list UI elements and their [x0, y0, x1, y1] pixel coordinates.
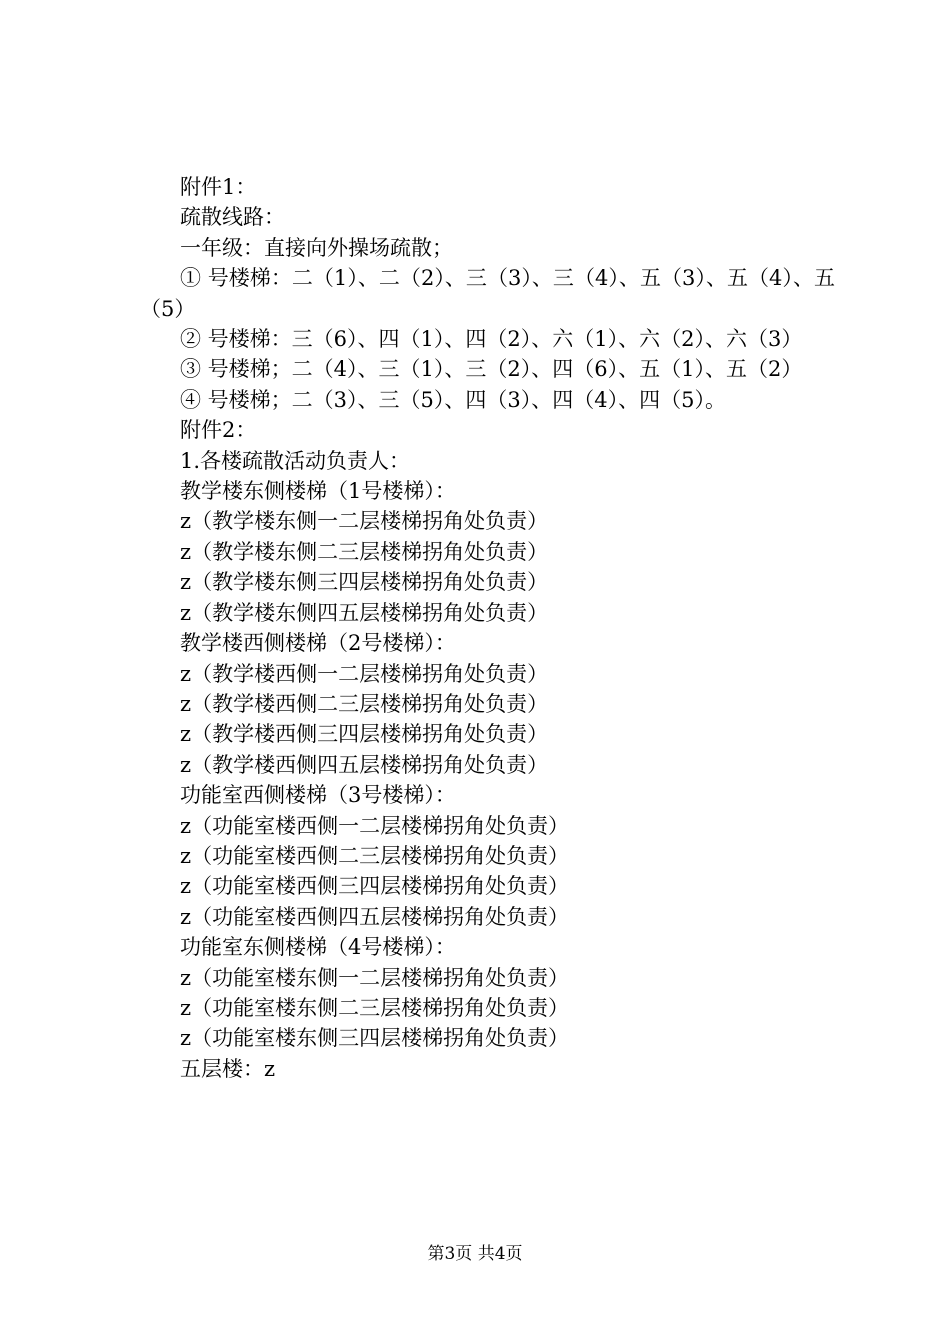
responsible-persons-heading: 1.各楼疏散活动负责人：: [180, 448, 411, 473]
stair-4-item: z（功能室楼东侧二三层楼梯拐角处负责）: [180, 995, 570, 1020]
attachment-2-heading: 附件2：: [180, 418, 257, 443]
stair-1-route: ① 号楼梯：二（1）、二（2）、三（3）、三（4）、五（3）、五（4）、五（5）: [140, 266, 835, 321]
fifth-floor-line: 五层楼：z: [180, 1056, 276, 1081]
stair-2-heading: 教学楼西侧楼梯（2号楼梯）：: [180, 631, 456, 656]
stair-2-item: z（教学楼西侧一二层楼梯拐角处负责）: [180, 661, 549, 686]
stair-2-item: z（教学楼西侧二三层楼梯拐角处负责）: [180, 691, 549, 716]
stair-2-item: z（教学楼西侧三四层楼梯拐角处负责）: [180, 722, 549, 747]
stair-4-route: ④ 号楼梯；二（3）、三（5）、四（3）、四（4）、四（5）。: [180, 387, 726, 412]
stair-3-item: z（功能室楼西侧四五层楼梯拐角处负责）: [180, 904, 570, 929]
stair-1-item: z（教学楼东侧一二层楼梯拐角处负责）: [180, 509, 549, 534]
attachment-1-heading: 附件1：: [180, 175, 257, 199]
stair-2-route: ② 号楼梯：三（6）、四（1）、四（2）、六（1）、六（2）、六（3）: [180, 327, 803, 352]
grade-one-route: 一年级：直接向外操场疏散；: [180, 235, 453, 260]
stair-2-item: z（教学楼西侧四五层楼梯拐角处负责）: [180, 752, 549, 777]
stair-1-item: z（教学楼东侧二三层楼梯拐角处负责）: [180, 539, 549, 564]
stair-3-item: z（功能室楼西侧三四层楼梯拐角处负责）: [180, 874, 570, 899]
stair-3-heading: 功能室西侧楼梯（3号楼梯）：: [180, 783, 456, 808]
stair-3-item: z（功能室楼西侧一二层楼梯拐角处负责）: [180, 813, 570, 838]
document-body: [140, 172, 835, 1084]
page-footer: 第3页 共4页: [427, 1244, 523, 1264]
stair-3-item: z（功能室楼西侧二三层楼梯拐角处负责）: [180, 843, 570, 868]
stair-3-route: ③ 号楼梯；二（4）、三（1）、三（2）、四（6）、五（1）、五（2）: [180, 357, 803, 382]
stair-1-heading: 教学楼东侧楼梯（1号楼梯）：: [180, 479, 456, 504]
stair-4-heading: 功能室东侧楼梯（4号楼梯）：: [180, 935, 456, 960]
evacuation-routes-heading: 疏散线路：: [180, 205, 285, 230]
stair-4-item: z（功能室楼东侧一二层楼梯拐角处负责）: [180, 965, 570, 990]
stair-1-item: z（教学楼东侧三四层楼梯拐角处负责）: [180, 570, 549, 595]
stair-1-item: z（教学楼东侧四五层楼梯拐角处负责）: [180, 600, 549, 625]
stair-4-item: z（功能室楼东侧三四层楼梯拐角处负责）: [180, 1026, 570, 1051]
